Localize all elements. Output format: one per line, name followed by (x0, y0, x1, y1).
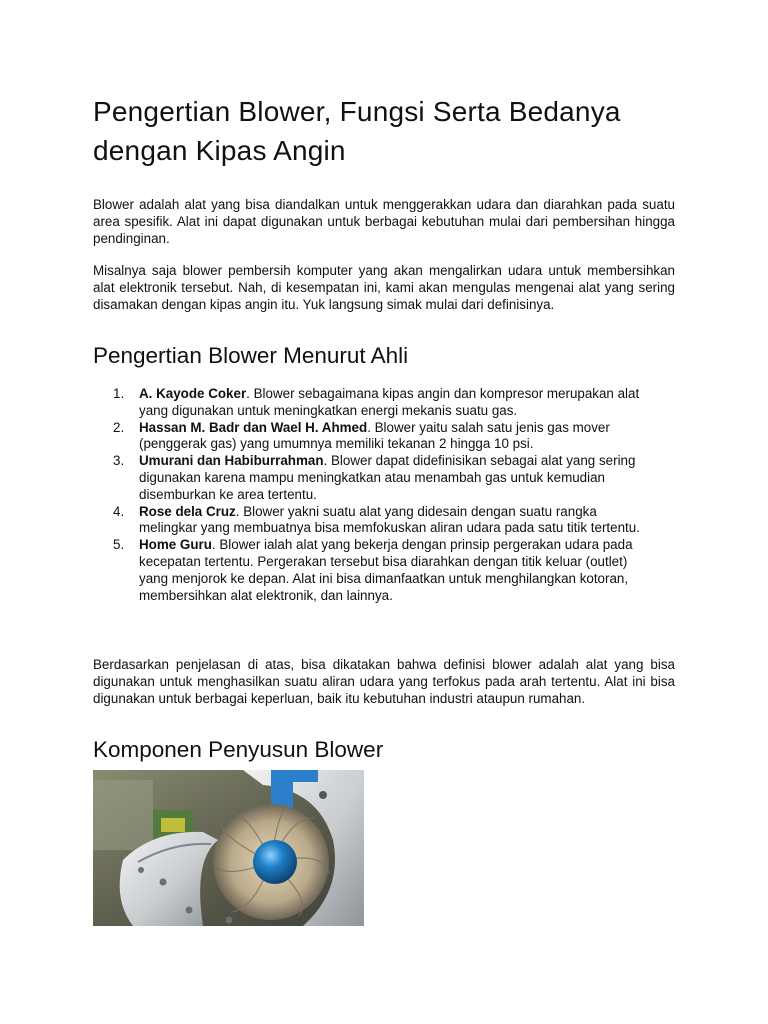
intro-paragraph-1: Blower adalah alat yang bisa diandalkan untuk menggerakkan udara dan diarahkan pada suatu area spesifik. Alat ini dapat digunakan untuk berbagai kebutuhan mulai dari pembersihan hingga pendinginan. (93, 197, 675, 246)
list-item (93, 420, 649, 454)
list-item-text: . Blower yaitu salah satu jenis gas mover (penggerak gas) yang umumnya memiliki tekanan 2 hingga 10 psi. (139, 419, 610, 452)
list-item-text: . Blower dapat didefinisikan sebagai alat yang sering digunakan karena mampu meningkatkan atau menambah gas untuk kemudian disemburkan ke area tertentu. (139, 453, 636, 502)
list-item-name: A. Kayode Coker (139, 386, 247, 401)
list-item (93, 453, 649, 503)
section-heading-experts: Pengertian Blower Menurut Ahli (93, 343, 409, 368)
list-item-number: 2. (113, 419, 125, 435)
list-item-name: Rose dela Cruz (139, 503, 236, 519)
list-item (93, 386, 649, 420)
list-item-text: . Blower yakni suatu alat yang didesain dengan suatu rangka melingkar yang membuatnya bisa memfokuskan aliran udara pada satu titik tertentu. (139, 503, 640, 536)
experts-list (93, 386, 675, 604)
blower-figure (93, 770, 364, 926)
list-item-number: 1. (113, 386, 125, 401)
list-item-number: 3. (113, 453, 125, 469)
intro-paragraph-2: Misalnya saja blower pembersih komputer yang akan mengalirkan udara untuk membersihkan alat elektronik tersebut. Nah, di kesempatan ini, kami akan mengulas mengenai alat yang sering disamakan dengan kipas angin itu. Yuk langsung simak mulai dari definisinya. (93, 263, 675, 312)
blower-cutaway-icon (93, 770, 364, 926)
list-item (93, 504, 649, 538)
list-item-number: 4. (113, 503, 125, 519)
list-item-name: Hassan M. Badr dan Wael H. Ahmed (139, 419, 368, 435)
section-heading-components: Komponen Penyusun Blower (93, 737, 384, 762)
list-item-name: Umurani dan Habiburrahman (139, 453, 324, 469)
list-item (93, 537, 649, 604)
conclusion-paragraph: Berdasarkan penjelasan di atas, bisa dikatakan bahwa definisi blower adalah alat yang bisa digunakan untuk menghasilkan suatu aliran udara yang terfokus pada arah tertentu. Alat ini bisa digunakan untuk berbagai keperluan, baik itu kebutuhan industri ataupun rumahan. (93, 657, 675, 706)
list-item-text: . Blower ialah alat yang bekerja dengan prinsip pergerakan udara pada kecepatan tertentu. Pergerakan tersebut bisa diarahkan dengan titik keluar (outlet) yang menjorok ke depan. Alat ini bisa dimanfaatkan untuk menghilangkan kotoran, membersihkan alat elektronik, dan lainnya. (139, 537, 633, 603)
list-item-name: Home Guru (139, 537, 212, 553)
list-item-number: 5. (113, 537, 125, 553)
list-item-text: . Blower sebagaimana kipas angin dan kompresor merupakan alat yang digunakan untuk meningkatkan energi mekanis suatu gas. (139, 386, 640, 418)
page-title: Pengertian Blower, Fungsi Serta Bedanya dengan Kipas Angin (93, 96, 621, 166)
